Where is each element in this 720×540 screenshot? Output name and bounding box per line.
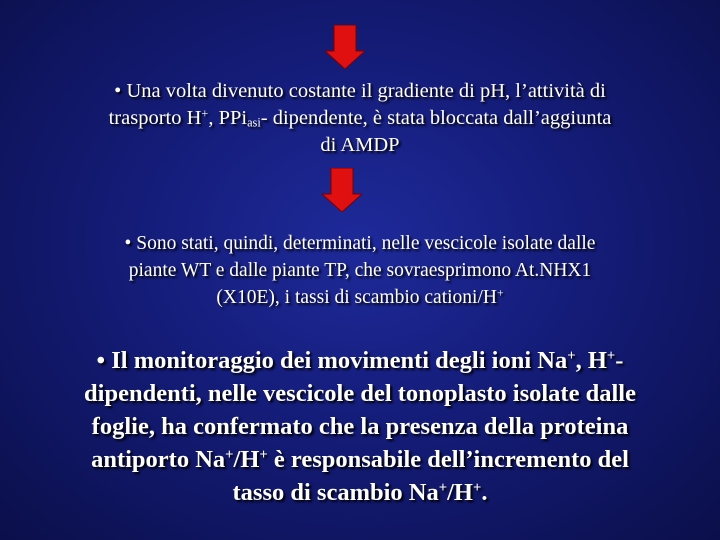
down-arrow-icon — [325, 25, 365, 69]
paragraph-monitoring-conclusion: • Il monitoraggio dei movimenti degli ioni Na+, H+- dipendenti, nelle vescicole del tonoplasto isolate dalle foglie, ha confermato che la presenza della proteina antiporto Na+/H+ è responsabile dell’incremento del tasso di scambio Na+/H+. — [84, 347, 636, 506]
down-arrow-icon — [322, 168, 362, 212]
paragraph-exchange-rates: • Sono stati, quindi, determinati, nelle vescicole isolate dalle piante WT e dalle piante TP, che sovraesprimono At.NHX1 (X10E), i tassi di scambio cationi/H+ — [124, 233, 596, 308]
paragraph-pH-gradient: • Una volta divenuto costante il gradiente di pH, l’attività di trasporto H+, PPi$_{asi}$- dipendente, è stata bloccata dall’aggiunta di AMDP — [108, 80, 612, 156]
